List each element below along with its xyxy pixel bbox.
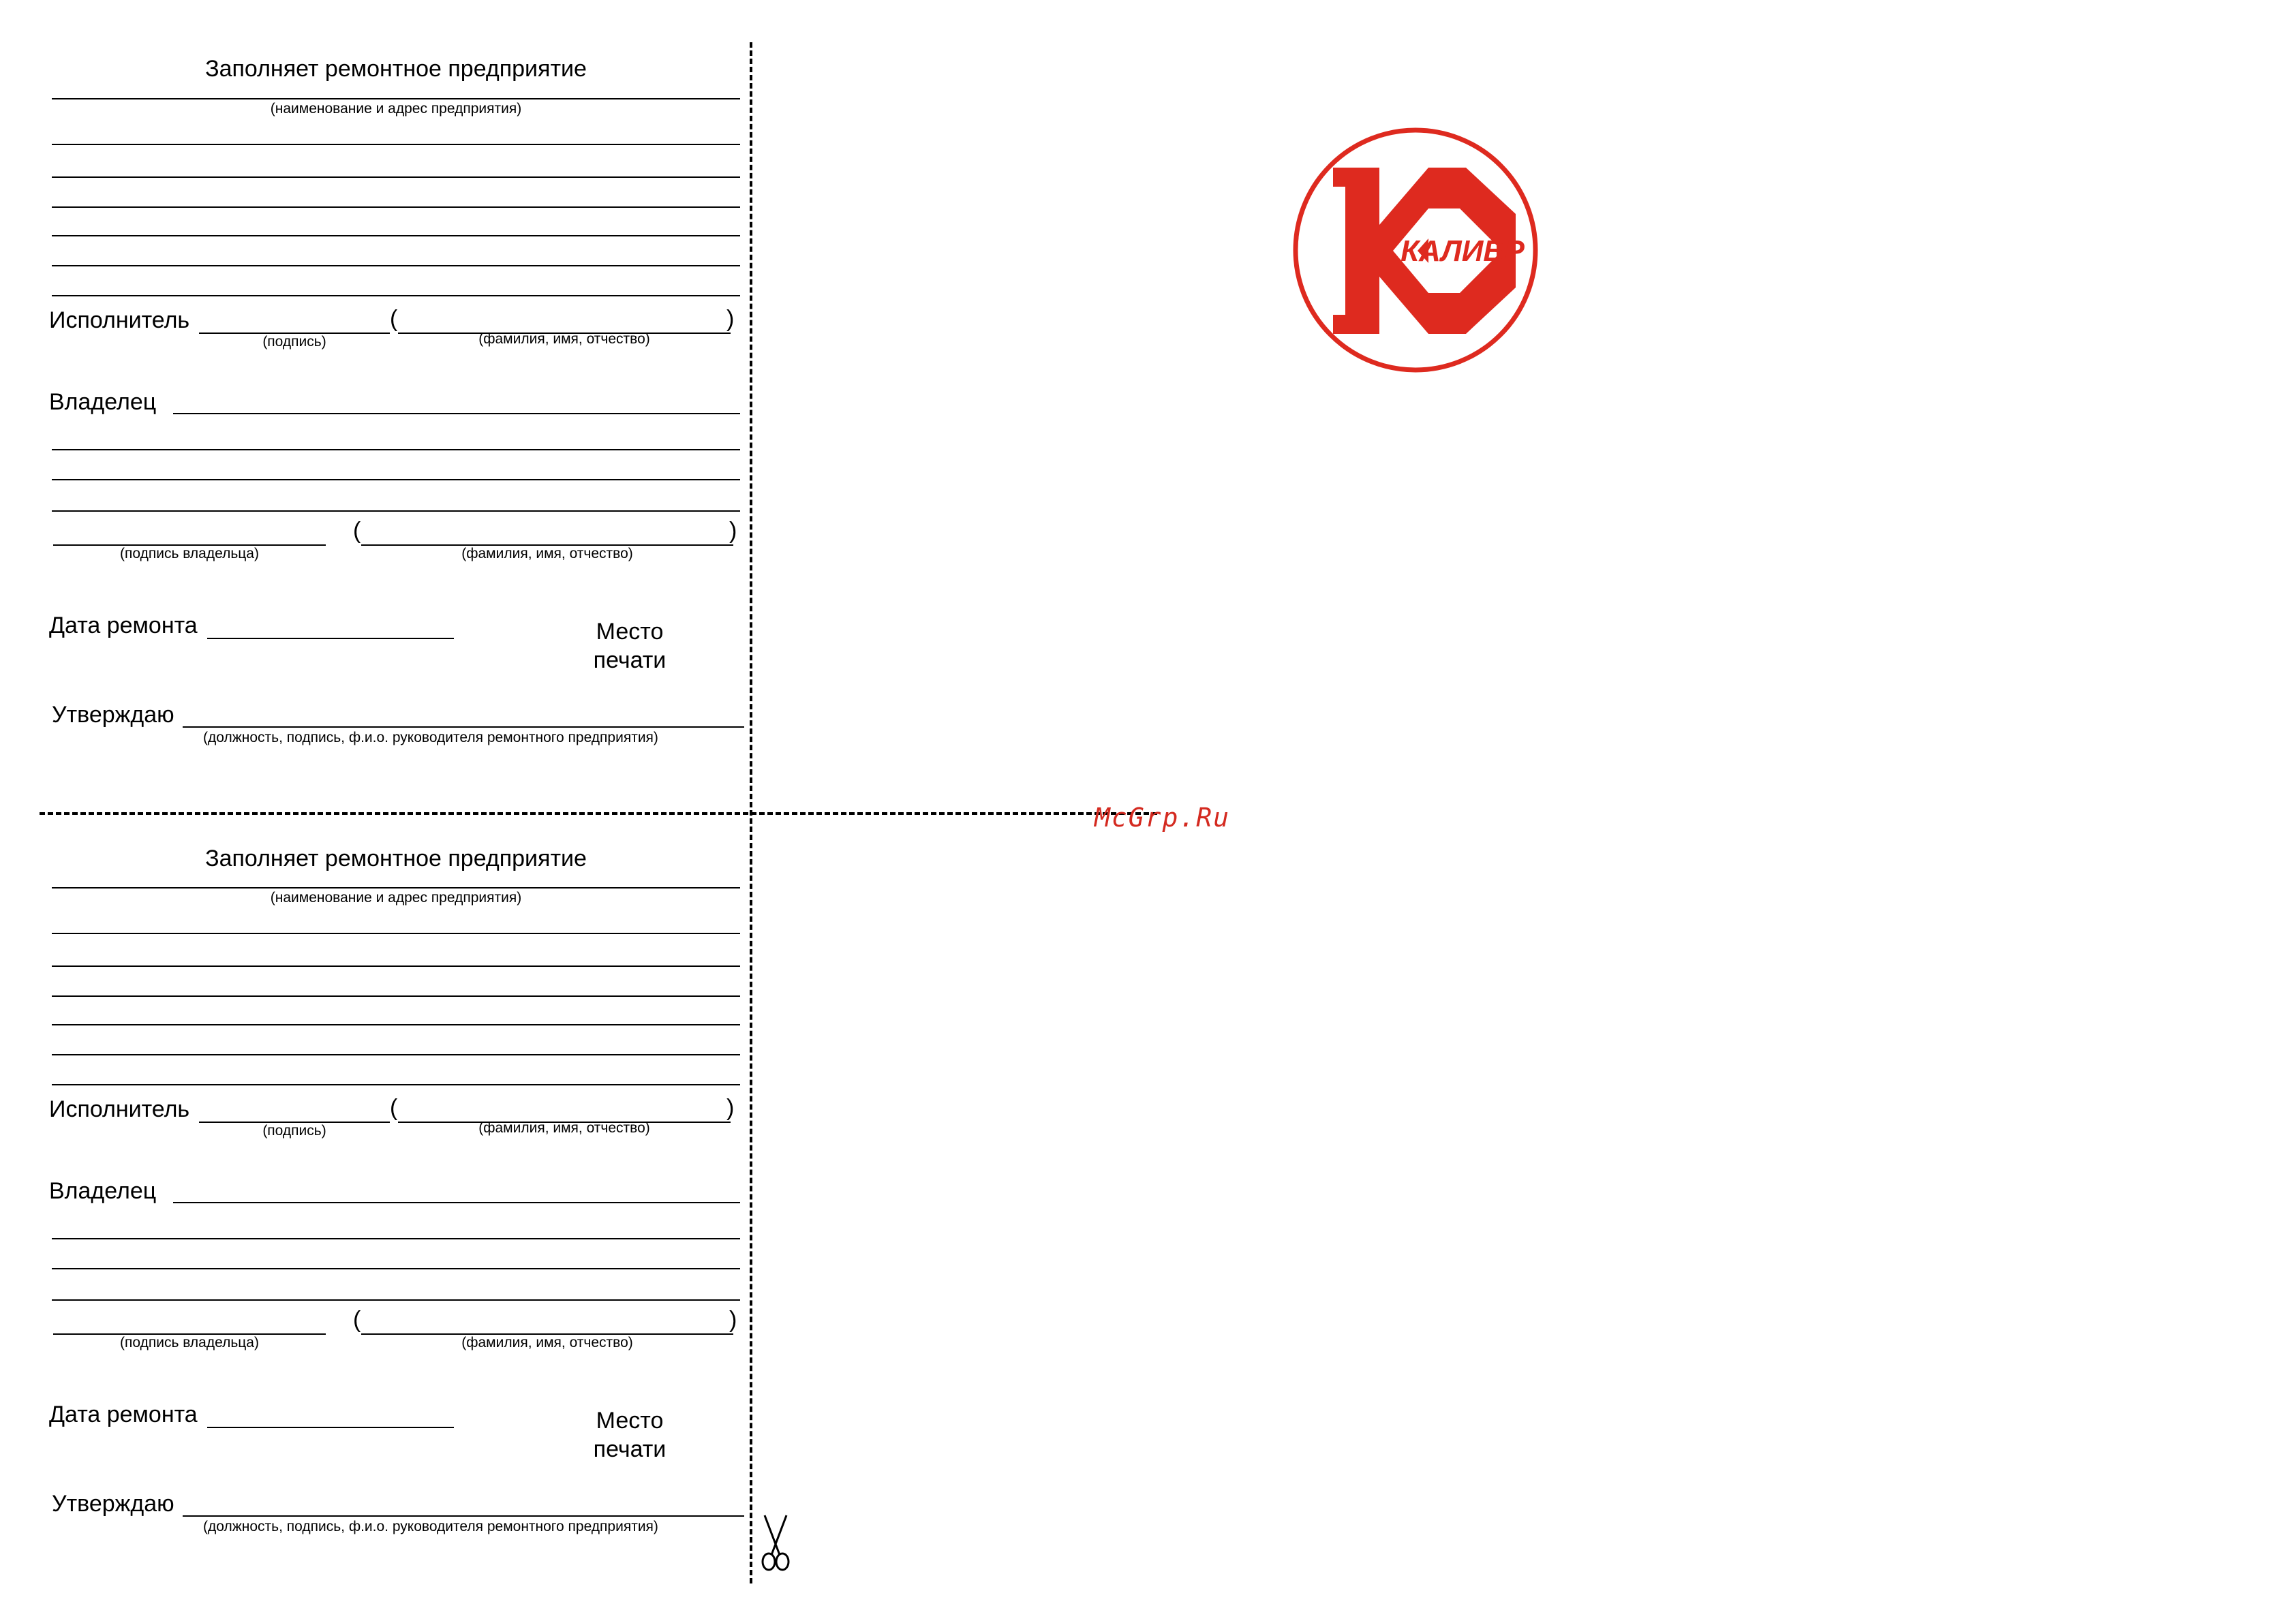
paren-close: ): [729, 1307, 737, 1333]
signature-caption: (подпись): [262, 334, 326, 350]
enterprise-line[interactable]: [52, 265, 740, 266]
enterprise-line[interactable]: [52, 295, 740, 296]
enterprise-line[interactable]: [52, 1084, 740, 1085]
owner-line[interactable]: [52, 479, 740, 480]
repair-date-line[interactable]: [207, 638, 454, 639]
fio-caption: (фамилия, имя, отчество): [478, 1120, 650, 1136]
approve-line[interactable]: [183, 726, 744, 728]
enterprise-line[interactable]: [52, 206, 740, 208]
enterprise-line[interactable]: [52, 176, 740, 178]
enterprise-line[interactable]: [52, 933, 740, 934]
watermark: McGrp.Ru: [1095, 803, 1231, 833]
horizontal-cut-line: [40, 812, 1157, 815]
logo-text: КАЛИБР: [1400, 234, 1525, 268]
paren-open: (: [390, 1095, 398, 1121]
owner-line[interactable]: [52, 1268, 740, 1269]
paren-close: ): [726, 1095, 735, 1121]
signature-caption: (подпись): [262, 1123, 326, 1139]
enterprise-caption: (наименование и адрес предприятия): [270, 101, 522, 117]
paren-open: (: [353, 1307, 361, 1333]
paren-open: (: [353, 518, 361, 544]
approve-caption: (должность, подпись, ф.и.о. руководителя ремонтного предприятия): [203, 1519, 658, 1534]
owner-line[interactable]: [52, 449, 740, 450]
form-title: Заполняет ремонтное предприятие: [205, 56, 587, 82]
repair-date-label: Дата ремонта: [49, 1402, 198, 1427]
fio-caption: (фамилия, имя, отчество): [478, 331, 650, 347]
fio-caption: (фамилия, имя, отчество): [461, 1335, 633, 1350]
seal-place: [562, 617, 698, 675]
executor-label: Исполнитель: [49, 1096, 190, 1122]
enterprise-line[interactable]: [52, 144, 740, 145]
scissors-icon: [759, 1514, 792, 1573]
enterprise-line[interactable]: [52, 995, 740, 997]
enterprise-line[interactable]: [52, 887, 740, 888]
repair-date-line[interactable]: [207, 1427, 454, 1428]
fio-caption: (фамилия, имя, отчество): [461, 546, 633, 561]
approve-line[interactable]: [183, 1515, 744, 1517]
form-title: Заполняет ремонтное предприятие: [205, 846, 587, 871]
owner-label: Владелец: [49, 1178, 157, 1204]
owner-line[interactable]: [52, 510, 740, 512]
enterprise-line[interactable]: [52, 1054, 740, 1055]
paren-close: ): [729, 518, 737, 544]
repair-date-label: Дата ремонта: [49, 613, 198, 638]
seal-place: [562, 1406, 698, 1464]
kalibr-logo: [1292, 127, 1539, 373]
executor-label: Исполнитель: [49, 307, 190, 333]
owner-line[interactable]: [52, 1299, 740, 1301]
enterprise-line[interactable]: [52, 235, 740, 236]
owner-signature-caption: (подпись владельца): [120, 1335, 259, 1350]
enterprise-line[interactable]: [52, 98, 740, 99]
seal-line-1: Место: [596, 619, 664, 645]
enterprise-caption: (наименование и адрес предприятия): [270, 890, 522, 906]
owner-line[interactable]: [52, 1238, 740, 1239]
seal-line-2: печати: [593, 647, 667, 673]
approve-caption: (должность, подпись, ф.и.о. руководителя ремонтного предприятия): [203, 730, 658, 745]
seal-line-1: Место: [596, 1408, 664, 1434]
approve-label: Утверждаю: [52, 1491, 174, 1517]
enterprise-line[interactable]: [52, 965, 740, 967]
paren-open: (: [390, 306, 398, 332]
owner-line[interactable]: [173, 413, 740, 414]
approve-label: Утверждаю: [52, 702, 174, 728]
paren-close: ): [726, 306, 735, 332]
owner-line[interactable]: [173, 1202, 740, 1203]
enterprise-line[interactable]: [52, 1024, 740, 1025]
owner-signature-caption: (подпись владельца): [120, 546, 259, 561]
seal-line-2: печати: [593, 1436, 667, 1462]
owner-label: Владелец: [49, 389, 157, 415]
